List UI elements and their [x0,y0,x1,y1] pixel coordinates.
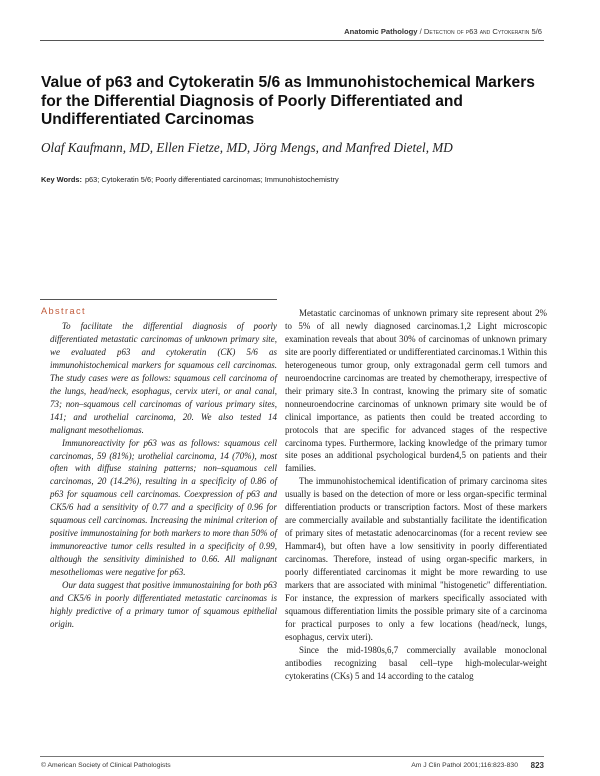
keywords [41,175,551,184]
running-head-topic: Detection of p63 and Cytokeratin 5/6 [423,27,542,36]
journal-citation: Am J Clin Pathol 2001;116:823-830 [411,762,518,769]
top-rule [40,40,544,41]
footer-rule [40,756,544,757]
keywords-label: Key Words: [41,175,82,184]
copyright-notice: © American Society of Clinical Pathologists [41,762,171,769]
abstract-rule [40,299,277,300]
abstract-paragraph: Our data suggest that positive immunostaining for both p63 and CK5/6 in poorly differentiated metastatic carcinomas is highly predictive of a primary tumor of squamous epithelial origin. [50,580,277,629]
abstract-paragraph: Immunoreactivity for p63 was as follows: squamous cell carcinomas, 59 (81%); urothelial carcinoma, 14 (70%), most often with diffuse staining patterns; non–squamous cell carcinomas, 20 (14.2%), resulting in a specificity of 0.86 of p63 for squamous cell carcinomas. Coexpression of p63 and CK5/6 had a sensitivity of 0.77 and a specificity of 0.96 for squamous cell carcinomas. Increasing the minimal criterion of positive immunostaining for both markers to more than 50% of immunoreactive tumor cells resulted in a specificity of 0.99, although the sensitivity diminished to 0.66. All malignant mesotheliomas were negative for p63. [50,437,277,578]
abstract-heading: Abstract [41,306,86,316]
body-column [285,307,547,683]
article-title: Value of p63 and Cytokeratin 5/6 as Immunohistochemical Markers for the Differential Diagnosis of Poorly Differentiated and Undifferentiated Carcinomas [41,74,535,128]
running-head [344,27,542,36]
keywords-text: p63; Cytokeratin 5/6; Poorly differentiated carcinomas; Immunohistochemistry [84,175,339,184]
page-number: 823 [530,761,544,770]
body-paragraph: Since the mid-1980s,6,7 commercially available monoclonal antibodies recognizing basal cell–type high-molecular-weight cytokeratins (CKs) 5 and 14 according to the catalog [285,644,547,681]
body-paragraph: Metastatic carcinomas of unknown primary site represent about 2% to 5% of all newly diagnosed carcinomas.1,2 Light microscopic examination reveals that about 30% of carcinomas of unknown primary site are poorly differentiated or undifferentiated carcinomas.1 Within this heterogeneous tumor group, only extragonadal germ cell tumors and neuroendocrine carcinomas are treated by chemotherapy, irrespective of their primary site.3 In contrast, knowing the primary site of somatic nonneuroendocrine carcinomas of unknown primary site would be of clinical importance, as patients then could be treated according to protocols that are specific for advanced stages of the respective carcinoma types. Furthermore, lacking knowledge of the primary tumor site poses an additional psychological burden4,5 on patients and their families. [285,308,547,474]
body-paragraph: The immunohistochemical identification of primary carcinoma sites usually is based on the detection of more or less organ-specific terminal differentiation products or transcription factors. Most of these markers are commercially available and substantially facilitate the identification of primary sites of metastatic adenocarcinomas (for a recent review see Hammar4), but often have a low sensitivity in poorly differentiated carcinomas. Therefore, instead of using organ-specific markers, in poorly differentiated carcinomas it might be more rewarding to use markers that are associated with minimal "histogenetic" differentiation. For instance, the expression of markers specifically associated with squamous differentiation limits the possible primary site of a carcinoma for practical purposes to only a few locations (head/neck, lungs, esophagus, cervix uteri). [285,476,547,642]
author-list: Olaf Kaufmann, MD, Ellen Fietze, MD, Jörg Mengs, and Manfred Dietel, MD [41,140,453,155]
running-head-separator: / [417,27,424,36]
running-head-section: Anatomic Pathology [344,27,418,36]
abstract-paragraph: To facilitate the differential diagnosis of poorly differentiated metastatic carcinomas of unknown primary site, we evaluated p63 and cytokeratin (CK) 5/6 as immunohistochemical markers for squamous cell carcinomas. The study cases were as follows: squamous cell carcinoma of the lungs, head/neck, esophagus, cervix uteri, or anal canal, 73; non–squamous cell carcinomas of various primary sites, 141; and urothelial carcinoma, 20. We also tested 14 malignant mesotheliomas. [50,321,277,435]
abstract-column [50,320,277,631]
